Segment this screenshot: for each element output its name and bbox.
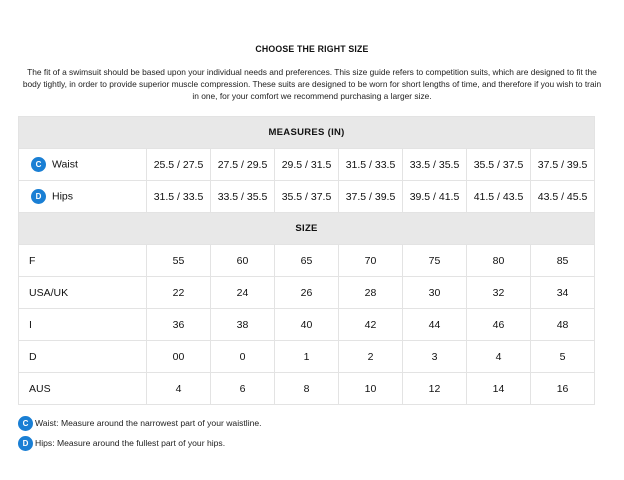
row-label: AUS bbox=[19, 373, 147, 405]
table-cell: 85 bbox=[531, 245, 595, 277]
table-cell: 5 bbox=[531, 341, 595, 373]
measure-row-waist bbox=[19, 149, 595, 181]
size-row bbox=[19, 341, 595, 373]
measures-header-row bbox=[19, 117, 595, 149]
measure-row-hips bbox=[19, 181, 595, 213]
table-cell: 31.5 / 33.5 bbox=[339, 149, 403, 181]
table-cell: 27.5 / 29.5 bbox=[211, 149, 275, 181]
row-label bbox=[19, 149, 147, 181]
table-cell: 30 bbox=[403, 277, 467, 309]
table-cell: 31.5 / 33.5 bbox=[147, 181, 211, 213]
table-cell: 37.5 / 39.5 bbox=[339, 181, 403, 213]
table-cell: 60 bbox=[211, 245, 275, 277]
table-cell: 26 bbox=[275, 277, 339, 309]
table-cell: 2 bbox=[339, 341, 403, 373]
table-cell: 25.5 / 27.5 bbox=[147, 149, 211, 181]
table-cell: 37.5 / 39.5 bbox=[531, 149, 595, 181]
table-cell: 33.5 / 35.5 bbox=[403, 149, 467, 181]
table-cell: 24 bbox=[211, 277, 275, 309]
table-cell: 43.5 / 45.5 bbox=[531, 181, 595, 213]
table-cell: 29.5 / 31.5 bbox=[275, 149, 339, 181]
table-cell: 35.5 / 37.5 bbox=[275, 181, 339, 213]
table-cell: 6 bbox=[211, 373, 275, 405]
table-cell: 28 bbox=[339, 277, 403, 309]
size-row bbox=[19, 245, 595, 277]
measure-label: Hips bbox=[52, 190, 74, 203]
table-cell: 35.5 / 37.5 bbox=[467, 149, 531, 181]
table-cell: 22 bbox=[147, 277, 211, 309]
table-cell: 70 bbox=[339, 245, 403, 277]
table-cell: 14 bbox=[467, 373, 531, 405]
table-cell: 39.5 / 41.5 bbox=[403, 181, 467, 213]
note-badge: D bbox=[18, 436, 33, 451]
table-cell: 42 bbox=[339, 309, 403, 341]
size-row bbox=[19, 309, 595, 341]
table-cell: 1 bbox=[275, 341, 339, 373]
row-label bbox=[19, 181, 147, 213]
measure-badge-hips: D bbox=[31, 189, 46, 204]
size-table bbox=[18, 116, 595, 405]
table-cell: 10 bbox=[339, 373, 403, 405]
table-cell: 32 bbox=[467, 277, 531, 309]
note-text: Waist: Measure around the narrowest part of your waistline. bbox=[35, 418, 262, 428]
table-cell: 4 bbox=[147, 373, 211, 405]
table-cell: 34 bbox=[531, 277, 595, 309]
measure-badge-waist: C bbox=[31, 157, 46, 172]
table-cell: 80 bbox=[467, 245, 531, 277]
note-item bbox=[18, 433, 262, 453]
row-label: USA/UK bbox=[19, 277, 147, 309]
table-cell: 46 bbox=[467, 309, 531, 341]
table-cell: 75 bbox=[403, 245, 467, 277]
size-row bbox=[19, 277, 595, 309]
table-cell: 44 bbox=[403, 309, 467, 341]
table-cell: 12 bbox=[403, 373, 467, 405]
note-badge: C bbox=[18, 416, 33, 431]
intro-paragraph: The fit of a swimsuit should be based upon your individual needs and preferences. This size guide refers to competition suits, which are designed to fit the body tightly, in order to provide superior muscle compression. These suits are designed to be worn for short lengths of time, and therefore if you wish to train in one, for your comfort we recommend purchasing a larger size. bbox=[22, 67, 602, 101]
measure-label: Waist bbox=[52, 158, 78, 171]
table-cell: 33.5 / 35.5 bbox=[211, 181, 275, 213]
table-cell: 3 bbox=[403, 341, 467, 373]
table-cell: 8 bbox=[275, 373, 339, 405]
measures-header: MEASURES (IN) bbox=[19, 117, 595, 149]
row-label: I bbox=[19, 309, 147, 341]
table-cell: 16 bbox=[531, 373, 595, 405]
table-cell: 36 bbox=[147, 309, 211, 341]
size-table-body bbox=[19, 117, 595, 405]
page-title: CHOOSE THE RIGHT SIZE bbox=[255, 44, 369, 55]
table-cell: 40 bbox=[275, 309, 339, 341]
row-label: D bbox=[19, 341, 147, 373]
size-row bbox=[19, 373, 595, 405]
table-cell: 4 bbox=[467, 341, 531, 373]
table-cell: 65 bbox=[275, 245, 339, 277]
row-label: F bbox=[19, 245, 147, 277]
table-cell: 00 bbox=[147, 341, 211, 373]
table-cell: 41.5 / 43.5 bbox=[467, 181, 531, 213]
table-cell: 48 bbox=[531, 309, 595, 341]
size-header: SIZE bbox=[19, 213, 595, 245]
table-cell: 0 bbox=[211, 341, 275, 373]
measurement-notes bbox=[18, 413, 262, 453]
table-cell: 38 bbox=[211, 309, 275, 341]
table-cell: 55 bbox=[147, 245, 211, 277]
size-header-row bbox=[19, 213, 595, 245]
note-item bbox=[18, 413, 262, 433]
note-text: Hips: Measure around the fullest part of your hips. bbox=[35, 438, 226, 448]
